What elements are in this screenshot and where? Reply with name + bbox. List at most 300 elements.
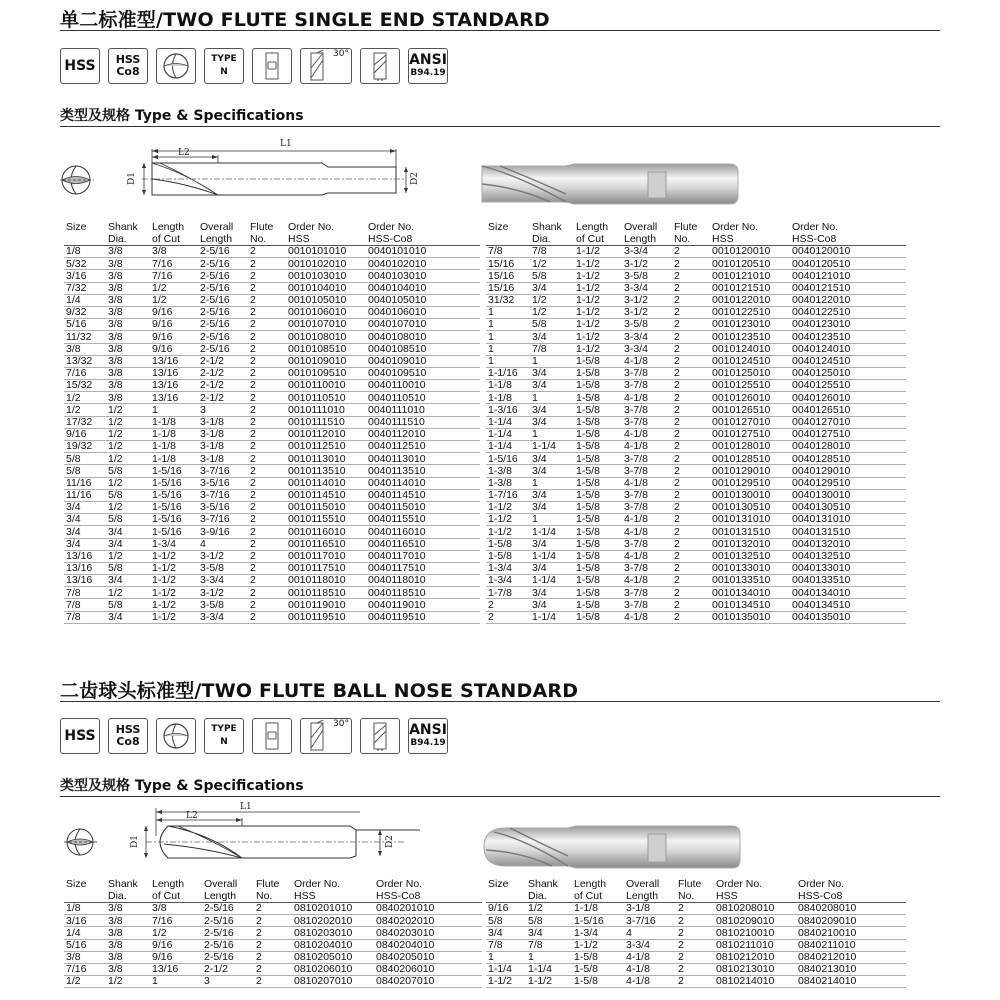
table-cell: 9/16 [486,903,526,915]
type-icon-top: TYPE [211,53,237,64]
table-cell: 1-1/2 [574,246,622,258]
table-row [64,611,480,623]
table-cell: 0840203010 [374,927,482,939]
table-cell: 3-7/8 [622,562,672,574]
column-header-line2: of Cut [152,890,181,902]
hss-co8-icon-bottom: Co8 [116,735,140,748]
table-row [64,294,480,306]
table-cell: 3/4 [530,465,574,477]
table-cell: 2 [248,367,286,379]
table-cell: 2 [248,392,286,404]
table-cell: 0840202010 [374,915,482,927]
table-cell: 0040106010 [366,306,480,318]
table-row [486,526,906,538]
table-cell: 4-1/8 [622,355,672,367]
table-cell: 3/8 [106,343,150,355]
table-cell: 5/8 [486,915,526,927]
table-cell: 1 [486,355,530,367]
table-cell: 1-5/8 [574,453,622,465]
table-cell: 0040127510 [790,428,906,440]
table-row [486,538,906,550]
table-cell: 1-1/2 [574,306,622,318]
table-cell: 2 [672,453,710,465]
table-cell: 0010111010 [286,404,366,416]
table-cell: 2-5/16 [198,258,248,270]
table-cell: 1/2 [150,927,202,939]
dim-l1-label: L1 [240,802,252,812]
table-cell: 3-7/8 [622,489,672,501]
table-cell: 3/8 [106,306,150,318]
table-cell: 0010113510 [286,465,366,477]
column-header-line1: Length [152,878,185,890]
column-header-line1: Shank [108,878,138,890]
section1-title: 单二标准型/TWO FLUTE SINGLE END STANDARD [60,9,550,31]
table-cell: 1/2 [106,976,150,988]
table-cell: 0040103010 [366,270,480,282]
table-cell: 0010119010 [286,599,366,611]
table-cell: 2 [672,587,710,599]
table-cell: 31/32 [486,294,530,306]
table-cell: 0010107010 [286,319,366,331]
table-cell: 2 [248,258,286,270]
table-row [64,392,480,404]
helix-angle-icon [300,718,352,754]
table-cell: 3-9/16 [198,526,248,538]
table-cell: 1/2 [530,294,574,306]
ansi-icon-top: ANSI [409,52,447,69]
table-cell: 3-7/8 [622,453,672,465]
table-cell: 0040112010 [366,428,480,440]
table-cell: 1-5/8 [574,477,622,489]
column-header-line2: No. [674,233,691,245]
dim-l1-label: L1 [280,139,292,149]
column-header [292,878,374,903]
table-cell: 0810205010 [292,951,374,963]
table-cell: 1-1/2 [486,501,530,513]
column-header-line1: Length [152,221,185,233]
table-cell: 2 [248,514,286,526]
table-cell: 2-5/16 [202,915,254,927]
table-cell: 3/8 [106,246,150,258]
table-header-row [64,878,482,903]
table-cell: 1-1/2 [486,514,530,526]
table-cell: 3/4 [106,538,150,550]
shank-icon [252,718,292,754]
column-header [526,878,572,903]
table-cell: 3-1/2 [622,294,672,306]
table-cell: 3-5/8 [198,562,248,574]
table-cell: 0010128510 [710,453,790,465]
table-cell: 2 [248,465,286,477]
table-row [486,416,906,428]
table-cell: 2-5/16 [198,331,248,343]
column-header-line2 [488,890,526,902]
table-cell: 9/16 [150,951,202,963]
ansi-icon-bottom: B94.19 [410,738,446,749]
table-cell: 15/32 [64,380,106,392]
column-header [202,878,254,903]
table-cell: 2 [676,976,714,988]
table-cell: 2 [676,963,714,975]
table-cell: 2 [672,294,710,306]
table-cell: 2 [672,282,710,294]
table-cell: 2 [676,915,714,927]
table-cell: 1-5/16 [150,477,198,489]
table-cell: 1 [530,514,574,526]
table-cell: 5/8 [64,453,106,465]
table-cell: 0040132510 [790,550,906,562]
table-cell: 0040115510 [366,514,480,526]
table-cell: 1-5/8 [574,538,622,550]
table-row [486,915,906,927]
shank-icon [252,48,292,84]
table-cell: 7/32 [64,282,106,294]
section1-subtitle: 类型及规格 Type & Specifications [60,108,304,124]
table-cell: 2 [672,270,710,282]
table-cell: 0040126510 [790,404,906,416]
table-cell: 0840209010 [796,915,906,927]
table-cell: 0040120510 [790,258,906,270]
table-row [486,514,906,526]
column-header [714,878,796,903]
table-cell: 7/16 [64,963,106,975]
table-cell: 3-7/8 [622,416,672,428]
table-cell: 1 [486,331,530,343]
table-cell: 3-5/16 [198,477,248,489]
table-cell: 9/16 [150,331,198,343]
table-cell: 7/8 [64,587,106,599]
table-cell: 0010123010 [710,319,790,331]
table-cell: 2 [672,404,710,416]
table-cell: 2-5/16 [202,927,254,939]
table-cell: 2 [248,282,286,294]
table-cell: 2 [248,575,286,587]
table-cell: 1-5/16 [150,501,198,513]
table-cell: 0010101010 [286,246,366,258]
table-cell: 2-5/16 [198,306,248,318]
table-cell: 0040114010 [366,477,480,489]
table-cell: 4 [624,927,676,939]
table-cell: 0040123510 [790,331,906,343]
table-cell: 5/8 [106,465,150,477]
table-cell: 2 [672,306,710,318]
table-cell: 11/16 [64,477,106,489]
table-cell: 2 [672,441,710,453]
table-cell: 3/8 [106,270,150,282]
table-cell: 0010118510 [286,587,366,599]
table-cell: 0010125510 [710,380,790,392]
table-cell: 1-3/4 [486,575,530,587]
table-row [486,976,906,988]
table-cell: 3/8 [106,331,150,343]
table-cell: 2 [254,903,292,915]
table-cell: 9/16 [150,319,198,331]
table-cell: 2 [248,270,286,282]
table-cell: 3-7/8 [622,465,672,477]
table-cell: 1-1/8 [486,380,530,392]
column-header-line2: No. [256,890,273,902]
table-row [486,270,906,282]
section2-subtitle-rule [60,796,940,797]
section2-table-left [64,878,482,988]
table-cell: 0040113010 [366,453,480,465]
table-cell: 2-1/2 [198,355,248,367]
table-cell: 7/8 [486,246,530,258]
table-cell: 3/4 [530,282,574,294]
table-cell: 2 [672,428,710,440]
table-row [64,514,480,526]
table-cell: 2 [672,319,710,331]
table-cell: 13/16 [64,562,106,574]
table-cell: 0010112510 [286,441,366,453]
table-row [486,465,906,477]
table-cell: 0840210010 [796,927,906,939]
table-cell: 0040123010 [790,319,906,331]
column-header-line2: Dia. [528,890,547,902]
table-cell: 3/4 [64,501,106,513]
table-row [64,575,480,587]
table-cell: 0010110010 [286,380,366,392]
table-cell: 3/8 [106,915,150,927]
table-row [64,538,480,550]
column-header-line1: Order No. [368,221,415,233]
table-cell: 0040108010 [366,331,480,343]
table-cell: 0010124010 [710,343,790,355]
column-header-line1: Order No. [294,878,341,890]
table-row [486,441,906,453]
table-cell: 0040118510 [366,587,480,599]
table-cell: 1-3/4 [486,562,530,574]
table-cell: 1-1/4 [486,441,530,453]
column-header-line2: Dia. [532,233,551,245]
hss-icon-label: HSS [64,58,96,74]
table-cell: 3/4 [530,404,574,416]
column-header [248,221,286,246]
table-cell: 1 [530,355,574,367]
column-header-line1: Order No. [798,878,845,890]
column-header [150,878,202,903]
table-cell: 2 [676,951,714,963]
table-cell: 1/2 [150,282,198,294]
table-row [486,380,906,392]
table-cell: 2 [248,538,286,550]
table-cell: 1/2 [106,441,150,453]
table-cell: 2-5/16 [198,319,248,331]
table-cell: 7/8 [64,611,106,623]
table-cell: 3-3/4 [622,282,672,294]
table-cell: 0040134010 [790,587,906,599]
table-cell: 2 [672,416,710,428]
column-header [624,878,676,903]
table-cell: 1-5/8 [574,575,622,587]
section2-subtitle: 类型及规格 Type & Specifications [60,778,304,794]
table-cell: 2 [672,611,710,623]
table-cell: 2 [676,939,714,951]
table-cell: 2 [248,416,286,428]
table-cell: 0040118010 [366,575,480,587]
section1-end-mill-image [480,158,740,208]
table-cell: 0040105010 [366,294,480,306]
table-cell: 0010112010 [286,428,366,440]
table-row [486,939,906,951]
table-cell: 2 [248,294,286,306]
end-profile-icon [156,48,196,84]
table-cell: 3-1/2 [198,587,248,599]
table-cell: 0040127010 [790,416,906,428]
section2-title: 二齿球头标准型/TWO FLUTE BALL NOSE STANDARD [60,680,579,702]
dim-d1-label: D1 [127,172,137,185]
table-cell: 0040101010 [366,246,480,258]
column-header-line2: Length [204,890,237,902]
table-cell: 7/8 [530,246,574,258]
table-row [486,562,906,574]
table-cell: 0040117010 [366,550,480,562]
table-cell: 0010126510 [710,404,790,416]
table-cell: 3/4 [530,562,574,574]
column-header-line1: Flute [256,878,280,890]
column-header-line2: of Cut [152,233,181,245]
column-header-line2: HSS-Co8 [798,890,843,902]
table-cell: 5/32 [64,258,106,270]
table-cell: 2 [672,258,710,270]
column-header [572,878,624,903]
table-cell: 1/2 [64,404,106,416]
table-cell: 0040120010 [790,246,906,258]
table-cell: 0040131510 [790,526,906,538]
table-cell: 0040125510 [790,380,906,392]
table-cell: 0010116010 [286,526,366,538]
table-cell: 2 [672,367,710,379]
column-header-line2: of Cut [576,233,605,245]
table-cell: 2 [248,599,286,611]
table-cell: 0040126010 [790,392,906,404]
table-cell: 7/8 [486,939,526,951]
table-cell: 3/4 [64,514,106,526]
table-cell: 1/2 [106,477,150,489]
table-cell: 1-5/8 [574,562,622,574]
table-cell: 2 [254,927,292,939]
table-cell: 0810207010 [292,976,374,988]
table-cell: 0010126010 [710,392,790,404]
column-header-line1: Order No. [376,878,423,890]
column-header [530,221,574,246]
table-cell: 3/16 [64,270,106,282]
table-cell: 1/8 [64,903,106,915]
table-cell: 3/8 [106,380,150,392]
table-cell: 0010121510 [710,282,790,294]
table-cell: 1-5/16 [150,465,198,477]
table-cell: 0040114510 [366,489,480,501]
table-cell: 3-7/8 [622,538,672,550]
dim-l2-label: L2 [178,148,190,158]
table-cell: 0010108510 [286,343,366,355]
table-cell: 5/8 [106,562,150,574]
table-cell: 0010106010 [286,306,366,318]
table-row [64,428,480,440]
table-cell: 3/4 [64,526,106,538]
table-cell: 0810204010 [292,939,374,951]
table-cell: 3/4 [486,927,526,939]
table-cell: 3/8 [106,367,150,379]
table-cell: 0040119010 [366,599,480,611]
table-cell: 2 [672,599,710,611]
table-cell: 1-1/2 [574,319,622,331]
table-cell: 0040129010 [790,465,906,477]
dim-d2-label: D2 [385,835,395,848]
table-cell: 17/32 [64,416,106,428]
column-header-line2 [66,890,106,902]
table-cell: 3 [202,976,254,988]
table-cell: 9/16 [150,343,198,355]
table-cell: 0840214010 [796,976,906,988]
table-cell: 3/4 [526,927,572,939]
column-header-line1: Length [576,221,609,233]
column-header-line2: HSS-Co8 [792,233,837,245]
table-row [64,915,482,927]
column-header-line1: Flute [678,878,702,890]
table-cell: 5/8 [530,319,574,331]
column-header-line1: Order No. [712,221,759,233]
table-cell: 4-1/8 [622,477,672,489]
table-row [486,306,906,318]
table-cell: 2-5/16 [198,282,248,294]
table-cell: 0040124510 [790,355,906,367]
table-row [486,477,906,489]
table-cell: 4-1/8 [622,514,672,526]
table-cell: 7/16 [64,367,106,379]
table-cell: 0010122510 [710,306,790,318]
table-cell: 1/2 [530,306,574,318]
table-cell: 2 [248,428,286,440]
table-cell: 3/8 [106,258,150,270]
column-header-line2 [66,233,106,245]
table-cell: 1 [150,976,202,988]
table-cell: 2 [248,501,286,513]
table-cell: 2 [486,599,530,611]
table-cell: 13/16 [150,355,198,367]
table-cell: 9/16 [150,939,202,951]
table-cell: 0810208010 [714,903,796,915]
table-cell: 2-5/16 [198,343,248,355]
type-icon-bottom: N [220,66,228,77]
table-cell: 0010114010 [286,477,366,489]
table-cell: 0040130510 [790,501,906,513]
table-cell: 1/2 [106,501,150,513]
column-header-line2: HSS-Co8 [376,890,421,902]
table-row [64,963,482,975]
column-header [64,221,106,246]
table-cell: 0010110510 [286,392,366,404]
table-row [64,526,480,538]
table-cell: 1/2 [106,453,150,465]
section2-dimension-drawing [60,800,420,878]
table-cell: 1 [150,404,198,416]
table-row [64,367,480,379]
table-cell: 0040134510 [790,599,906,611]
table-row [486,282,906,294]
end-profile-icon [156,718,196,754]
table-cell: 1-1/4 [486,428,530,440]
table-cell: 3/8 [106,939,150,951]
column-header [622,221,672,246]
table-cell: 3/8 [106,963,150,975]
table-cell: 2 [248,331,286,343]
table-cell: 1-1/2 [150,562,198,574]
table-row [64,501,480,513]
table-row [64,951,482,963]
column-header-line1: Overall [624,221,658,233]
column-header-line1: Size [66,878,87,890]
